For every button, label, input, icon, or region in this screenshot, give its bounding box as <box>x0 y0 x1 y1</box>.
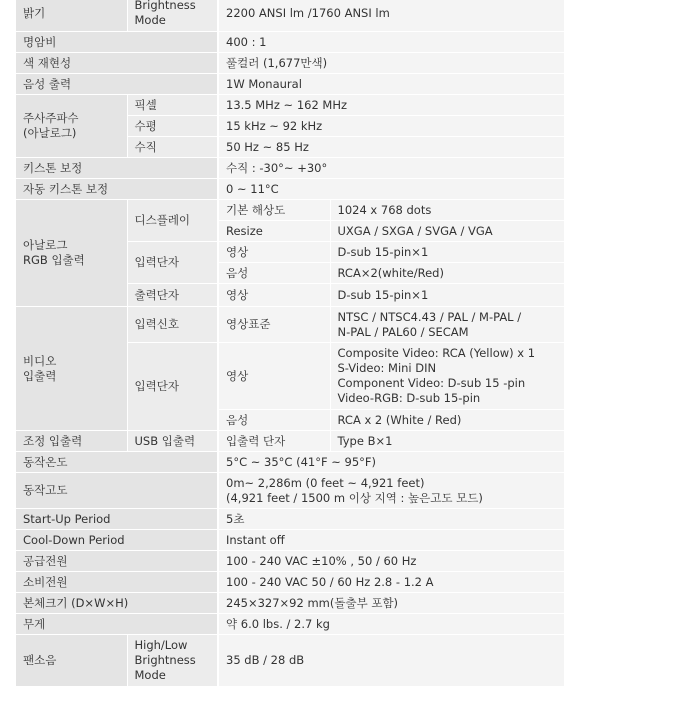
row-value: RCA x 2 (White / Red) <box>330 410 564 431</box>
spec-row <box>16 614 564 635</box>
row-label: 밝기 <box>16 0 127 32</box>
spec-row <box>16 179 564 200</box>
row-label: Cool-Down Period <box>16 530 218 551</box>
row-sublabel: High/Low Brightness Mode <box>127 635 218 687</box>
spec-row <box>16 593 564 614</box>
row-value: 15 kHz ~ 92 kHz <box>218 116 564 137</box>
spec-row <box>16 200 564 221</box>
row-value: D-sub 15-pin×1 <box>330 284 564 307</box>
row-value: D-sub 15-pin×1 <box>330 242 564 263</box>
row-sublabel: 수직 <box>127 137 218 158</box>
spec-row <box>16 509 564 530</box>
row-label: 자동 키스톤 보정 <box>16 179 218 200</box>
row-sublabel: 입력단자 <box>127 343 218 431</box>
row-label: 비디오 입출력 <box>16 307 127 431</box>
row-value: Composite Video: RCA (Yellow) x 1 S-Video: Mini DIN Component Video: D-sub 15 -pin Video-RGB: D-sub 15-pin <box>330 343 564 410</box>
row-sublabel: 입력신호 <box>127 307 218 343</box>
spec-row <box>16 74 564 95</box>
row-value: 13.5 MHz ~ 162 MHz <box>218 95 564 116</box>
spec-table <box>16 0 564 687</box>
row-sublabel: 출력단자 <box>127 284 218 307</box>
row-label: 공급전원 <box>16 551 218 572</box>
row-sub-sublabel: 영상 <box>218 343 330 410</box>
row-value: Instant off <box>218 530 564 551</box>
row-label: 조정 입출력 <box>16 431 127 452</box>
row-sublabel: 입력단자 <box>127 242 218 284</box>
row-value: 2200 ANSI lm /1760 ANSI lm <box>218 0 564 32</box>
row-sub-sublabel: 영상표준 <box>218 307 330 343</box>
row-value: 0m~ 2,286m (0 feet ~ 4,921 feet) (4,921 feet / 1500 m 이상 지역 : 높은고도 모드) <box>218 473 564 509</box>
row-sub-sublabel: 입출력 단자 <box>218 431 330 452</box>
spec-row <box>16 452 564 473</box>
row-sub-sublabel: 영상 <box>218 242 330 263</box>
row-value: 50 Hz ~ 85 Hz <box>218 137 564 158</box>
spec-row <box>16 53 564 74</box>
spec-row <box>16 32 564 53</box>
row-label: 동작온도 <box>16 452 218 473</box>
row-value: NTSC / NTSC4.43 / PAL / M-PAL / N-PAL / PAL60 / SECAM <box>330 307 564 343</box>
row-sub-sublabel: 영상 <box>218 284 330 307</box>
row-sublabel: 수평 <box>127 116 218 137</box>
row-value: 100 - 240 VAC ±10% , 50 / 60 Hz <box>218 551 564 572</box>
row-label: 무게 <box>16 614 218 635</box>
spec-row <box>16 635 564 687</box>
row-value: 수직 : -30°~ +30° <box>218 158 564 179</box>
spec-row <box>16 530 564 551</box>
row-label: 색 재현성 <box>16 53 218 74</box>
row-value: 1024 x 768 dots <box>330 200 564 221</box>
spec-row <box>16 431 564 452</box>
row-label: 키스톤 보정 <box>16 158 218 179</box>
row-value: RCA×2(white/Red) <box>330 263 564 284</box>
spec-row <box>16 158 564 179</box>
row-sublabel: Brightness Mode <box>127 0 218 32</box>
row-sub-sublabel: 기본 해상도 <box>218 200 330 221</box>
row-label: 주사주파수 (아날로그) <box>16 95 127 158</box>
row-value: 풀컬러 (1,677만색) <box>218 53 564 74</box>
row-label: 명암비 <box>16 32 218 53</box>
row-sublabel: 픽셀 <box>127 95 218 116</box>
spec-row <box>16 473 564 509</box>
row-value: 100 - 240 VAC 50 / 60 Hz 2.8 - 1.2 A <box>218 572 564 593</box>
row-value: 400 : 1 <box>218 32 564 53</box>
row-value: 약 6.0 lbs. / 2.7 kg <box>218 614 564 635</box>
row-value: 245×327×92 mm(돌출부 포함) <box>218 593 564 614</box>
spec-row <box>16 307 564 343</box>
row-label: Start-Up Period <box>16 509 218 530</box>
row-value: 5°C ~ 35°C (41°F ~ 95°F) <box>218 452 564 473</box>
spec-row <box>16 0 564 32</box>
row-value: 35 dB / 28 dB <box>218 635 564 687</box>
row-label: 아날로그 RGB 입출력 <box>16 200 127 307</box>
row-label: 동작고도 <box>16 473 218 509</box>
row-label: 팬소음 <box>16 635 127 687</box>
row-sub-sublabel: 음성 <box>218 410 330 431</box>
row-value: 1W Monaural <box>218 74 564 95</box>
row-value: 0 ~ 11°C <box>218 179 564 200</box>
row-label: 본체크기 (D×W×H) <box>16 593 218 614</box>
row-sub-sublabel: 음성 <box>218 263 330 284</box>
row-sub-sublabel: Resize <box>218 221 330 242</box>
row-sublabel: USB 입출력 <box>127 431 218 452</box>
row-value: Type B×1 <box>330 431 564 452</box>
row-label: 소비전원 <box>16 572 218 593</box>
row-sublabel: 디스플레이 <box>127 200 218 242</box>
row-value: 5초 <box>218 509 564 530</box>
spec-row <box>16 551 564 572</box>
row-value: UXGA / SXGA / SVGA / VGA <box>330 221 564 242</box>
row-label: 음성 출력 <box>16 74 218 95</box>
spec-row <box>16 95 564 116</box>
spec-row <box>16 572 564 593</box>
